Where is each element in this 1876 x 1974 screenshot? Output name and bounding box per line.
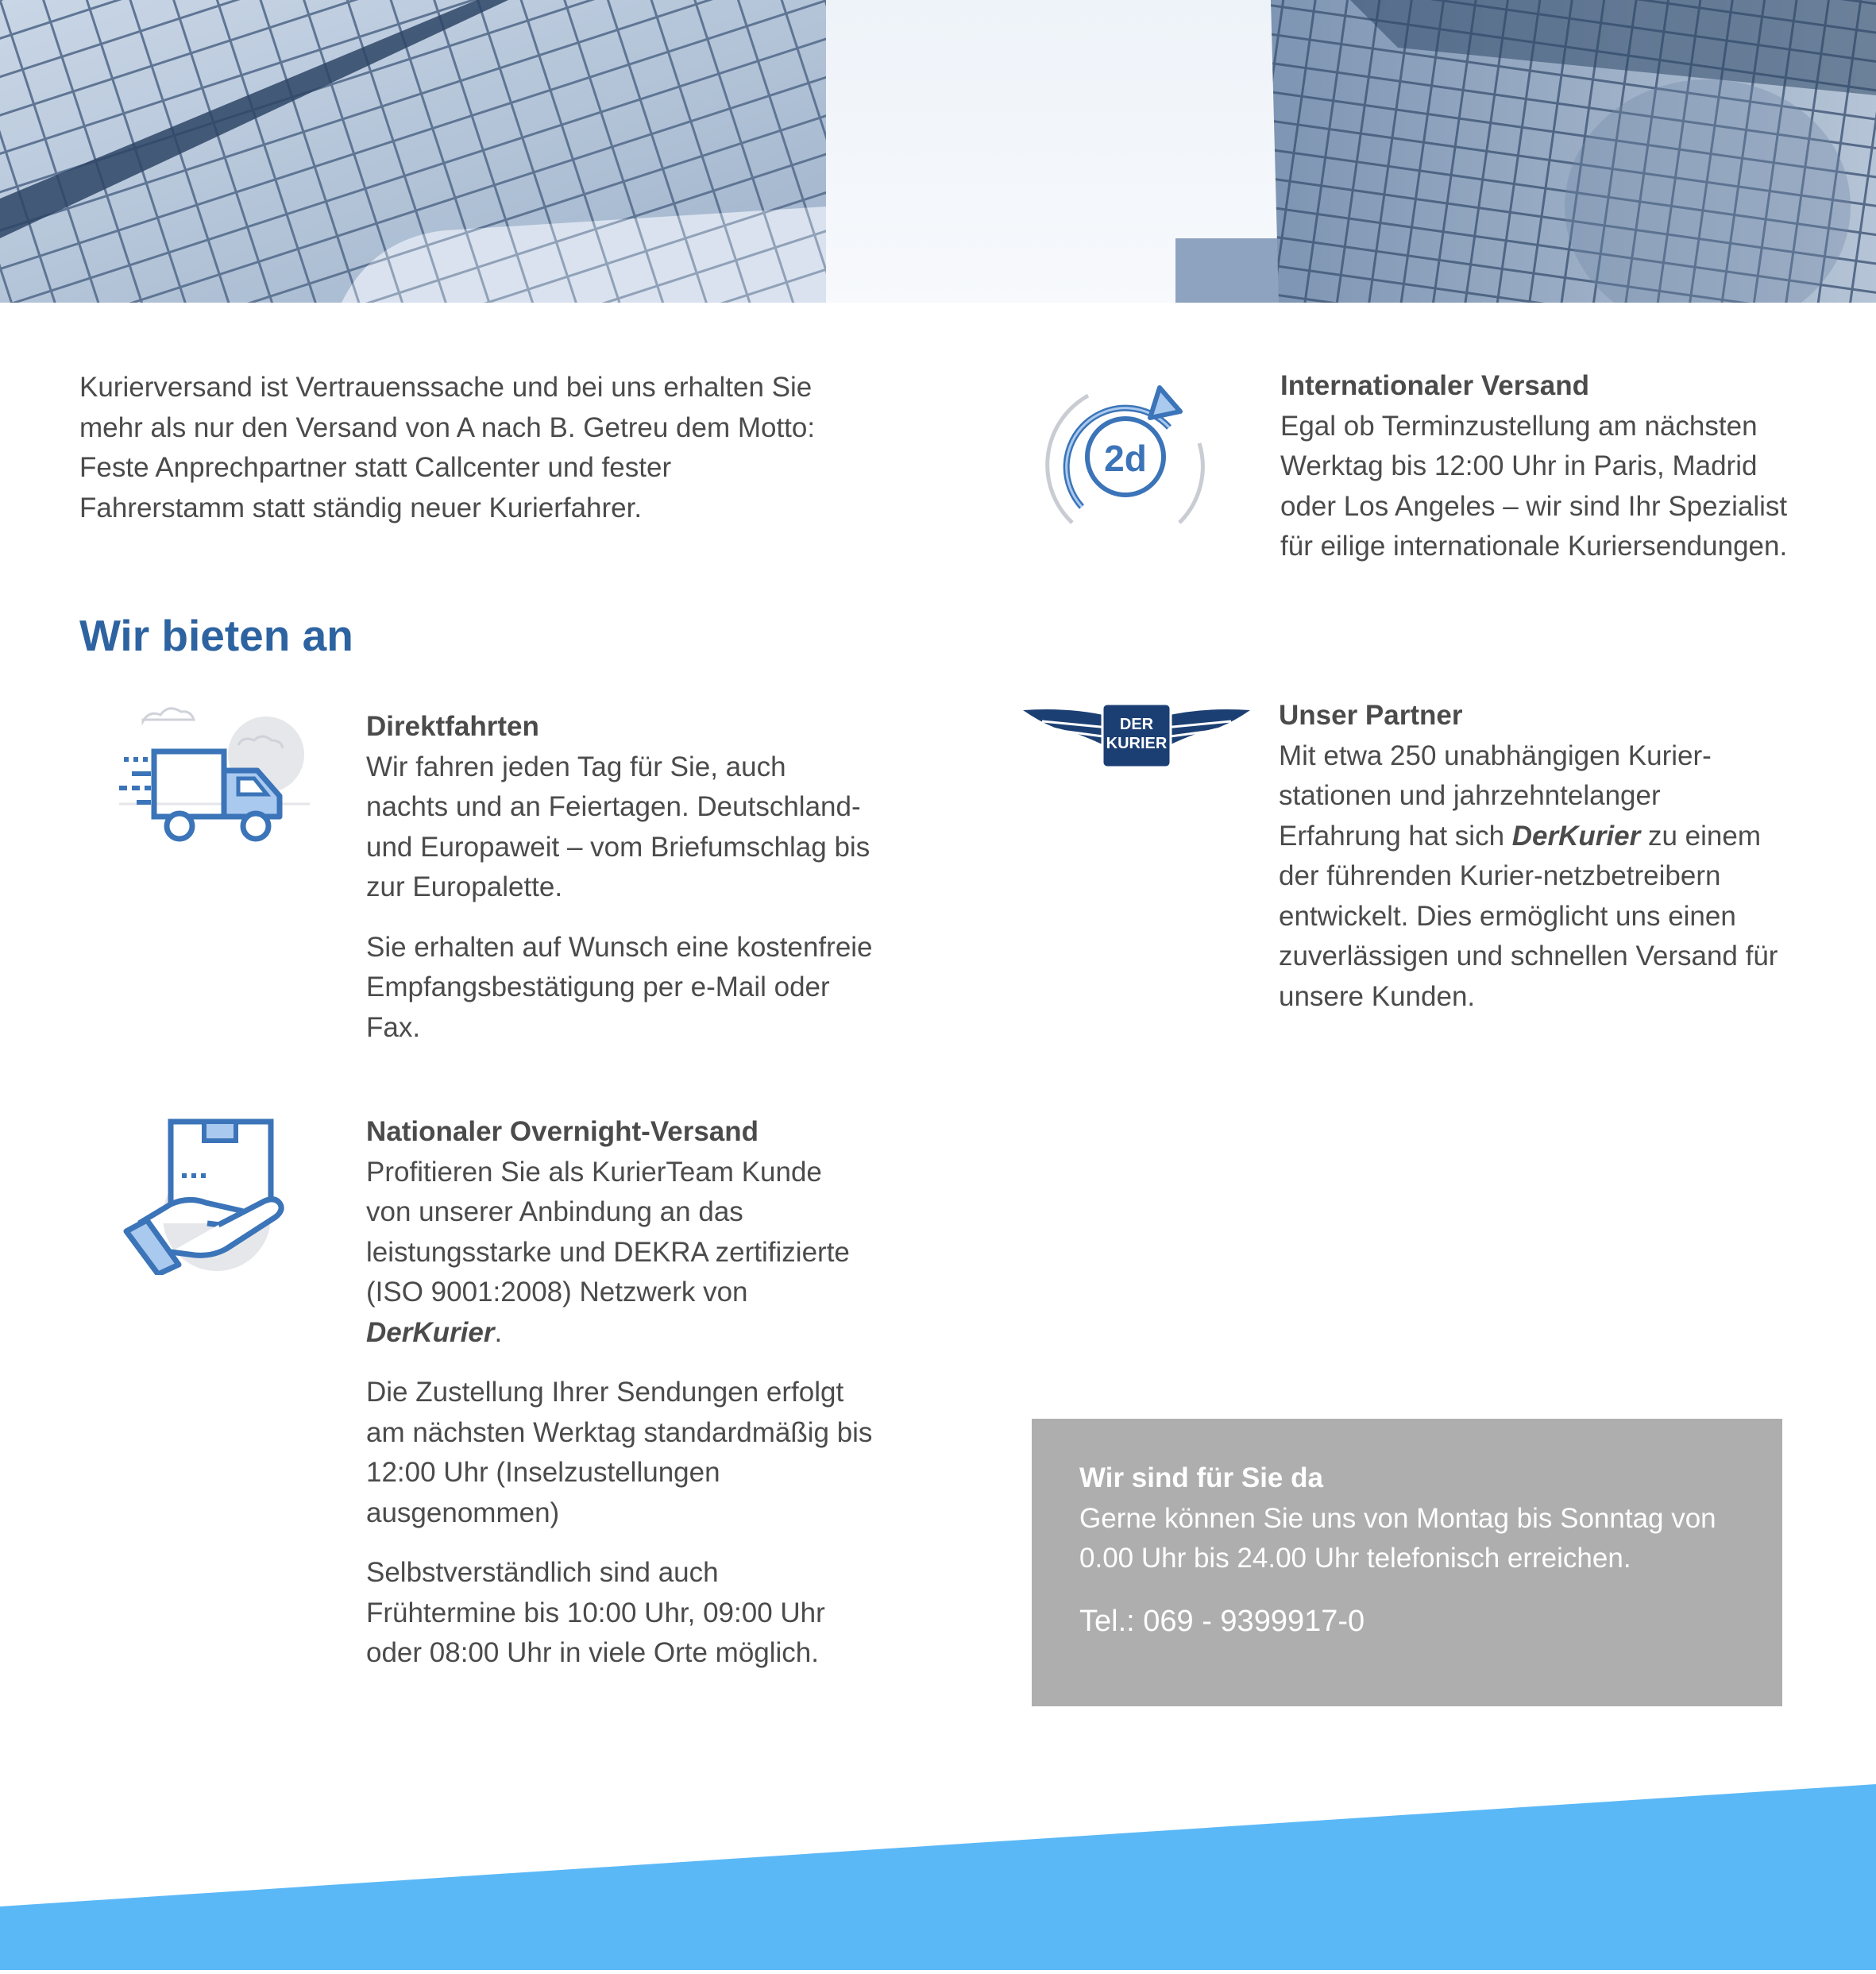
international-title: Internationaler Versand: [1280, 370, 1590, 401]
partner-text: Mit etwa 250 unabhängigen Kurier-stationen und jahrzehntelanger Erfahrung hat sich: [1279, 740, 1712, 852]
contact-text: Gerne können Sie uns von Montag bis Sonntag von 0.00 Uhr bis 24.00 Uhr telefonisch erreichen.: [1079, 1502, 1716, 1574]
intro-text: Kurierversand ist Vertrauenssache und bei uns erhalten Sie mehr als nur den Versand von A nach B. Getreu dem Motto: Feste Anprechpartner statt Callcenter und fester Fahrerstamm statt ständig neuer Kurierfahrer.: [79, 372, 816, 523]
contact-phone[interactable]: Tel.: 069 - 9399917-0: [1079, 1604, 1365, 1638]
partner-text-end: zu einem der führenden Kurier-netzbetreibern entwickelt. Dies ermöglicht uns einen zuverlässigen und schnellen Versand für unsere Kunden.: [1279, 820, 1778, 1012]
international-section: [1280, 366, 1789, 567]
two-day-label: 2d: [1104, 438, 1147, 479]
direktfahrten-title: Direktfahrten: [366, 711, 539, 742]
der-kurier-logo: [1023, 701, 1250, 772]
overnight-delivery-text: Die Zustellung Ihrer Sendungen erfolgt am nächsten Werktag standardmäßig bis 12:00 Uhr (Inselzustellungen ausgenommen): [366, 1377, 873, 1528]
derkurier-brand: DerKurier: [366, 1316, 495, 1348]
logo-text-kurier: KURIER: [1106, 735, 1168, 752]
two-day-cycle-icon: [1040, 372, 1211, 543]
overnight-text: Profitieren Sie als KurierTeam Kunde von unserer Anbindung an das leistungsstarke und DEKRA zertifizierte (ISO 9001:2008) Netzwerk von: [366, 1156, 850, 1308]
partner-section: [1279, 696, 1787, 1017]
offers-heading: Wir bieten an: [79, 611, 353, 660]
contact-box: [1032, 1419, 1782, 1706]
partner-brand: DerKurier: [1511, 820, 1641, 852]
hero-image: [0, 0, 1876, 303]
contact-title: Wir sind für Sie da: [1079, 1462, 1323, 1493]
logo-text-der: DER: [1119, 716, 1154, 733]
package-in-hand-icon: [123, 1112, 306, 1275]
direktfahrten-note: Sie erhalten auf Wunsch eine kostenfreie Empfangsbestätigung per e-Mail oder Fax.: [366, 931, 873, 1043]
bottom-band: [0, 1779, 1876, 1970]
partner-title: Unser Partner: [1279, 700, 1463, 731]
international-text: Egal ob Terminzustellung am nächsten Werktag bis 12:00 Uhr in Paris, Madrid oder Los Angeles – wir sind Ihr Spezialist für eilige internationale Kuriersendungen.: [1280, 410, 1788, 562]
delivery-truck-icon: [119, 707, 310, 858]
direktfahrten-section: [366, 707, 874, 1048]
overnight-section: [366, 1112, 874, 1674]
overnight-text-end: .: [494, 1316, 503, 1348]
overnight-early-text: Selbstverständlich sind auch Frühtermine bis 10:00 Uhr, 09:00 Uhr oder 08:00 Uhr in viele Orte möglich.: [366, 1557, 825, 1668]
overnight-title: Nationaler Overnight-Versand: [366, 1116, 759, 1147]
direktfahrten-text: Wir fahren jeden Tag für Sie, auch nachts und an Feiertagen. Deutschland- und Europaweit – vom Briefumschlag bis zur Europalette.: [366, 751, 870, 902]
